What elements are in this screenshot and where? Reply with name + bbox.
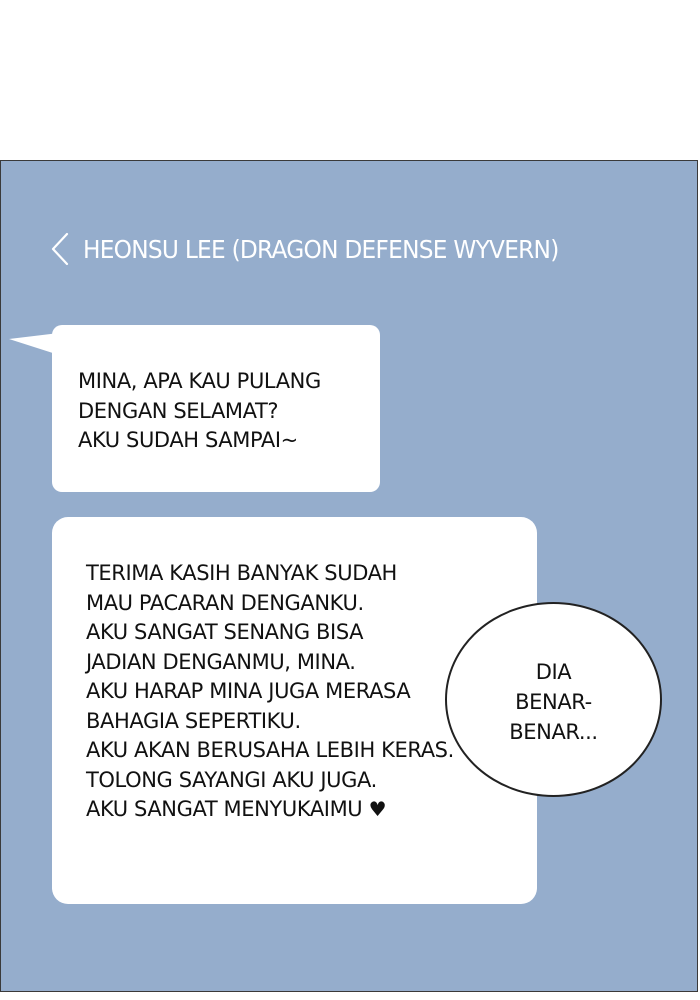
message-line: AKU AKAN BERUSAHA LEBIH KERAS.: [86, 738, 454, 762]
chevron-left-icon[interactable]: [49, 232, 71, 266]
message-line: AKU HARAP MINA JUGA MERASA: [86, 679, 411, 703]
thought-line: BENAR...: [509, 719, 598, 744]
message-line: [86, 795, 537, 825]
message-line: BAHAGIA SEPERTIKU.: [86, 708, 301, 733]
message-line: TERIMA KASIH BANYAK SUDAH: [86, 561, 397, 585]
message-line-text: AKU SANGAT MENYUKAIMU: [86, 797, 363, 821]
message-line: JADIAN DENGANMU, MINA.: [86, 649, 356, 674]
chat-screen: [0, 160, 698, 992]
message-line: AKU SUDAH SAMPAI~: [78, 428, 298, 452]
message-line: MAU PACARAN DENGANKU.: [86, 590, 364, 615]
thought-line: BENAR-: [515, 689, 592, 714]
heart-icon: ♥: [368, 797, 387, 821]
thought-line: DIA: [535, 659, 572, 684]
chat-header: [49, 231, 594, 267]
thought-bubble: [445, 602, 662, 797]
contact-name: HEONSU LEE (DRAGON DEFENSE WYVERN): [83, 234, 559, 264]
message-bubble-received: [52, 325, 380, 492]
message-line: TOLONG SAYANGI AKU JUGA.: [86, 767, 377, 792]
message-line: AKU SANGAT SENANG BISA: [86, 620, 364, 644]
message-line: MINA, APA KAU PULANG: [78, 369, 321, 393]
message-line: DENGAN SELAMAT?: [78, 398, 279, 423]
